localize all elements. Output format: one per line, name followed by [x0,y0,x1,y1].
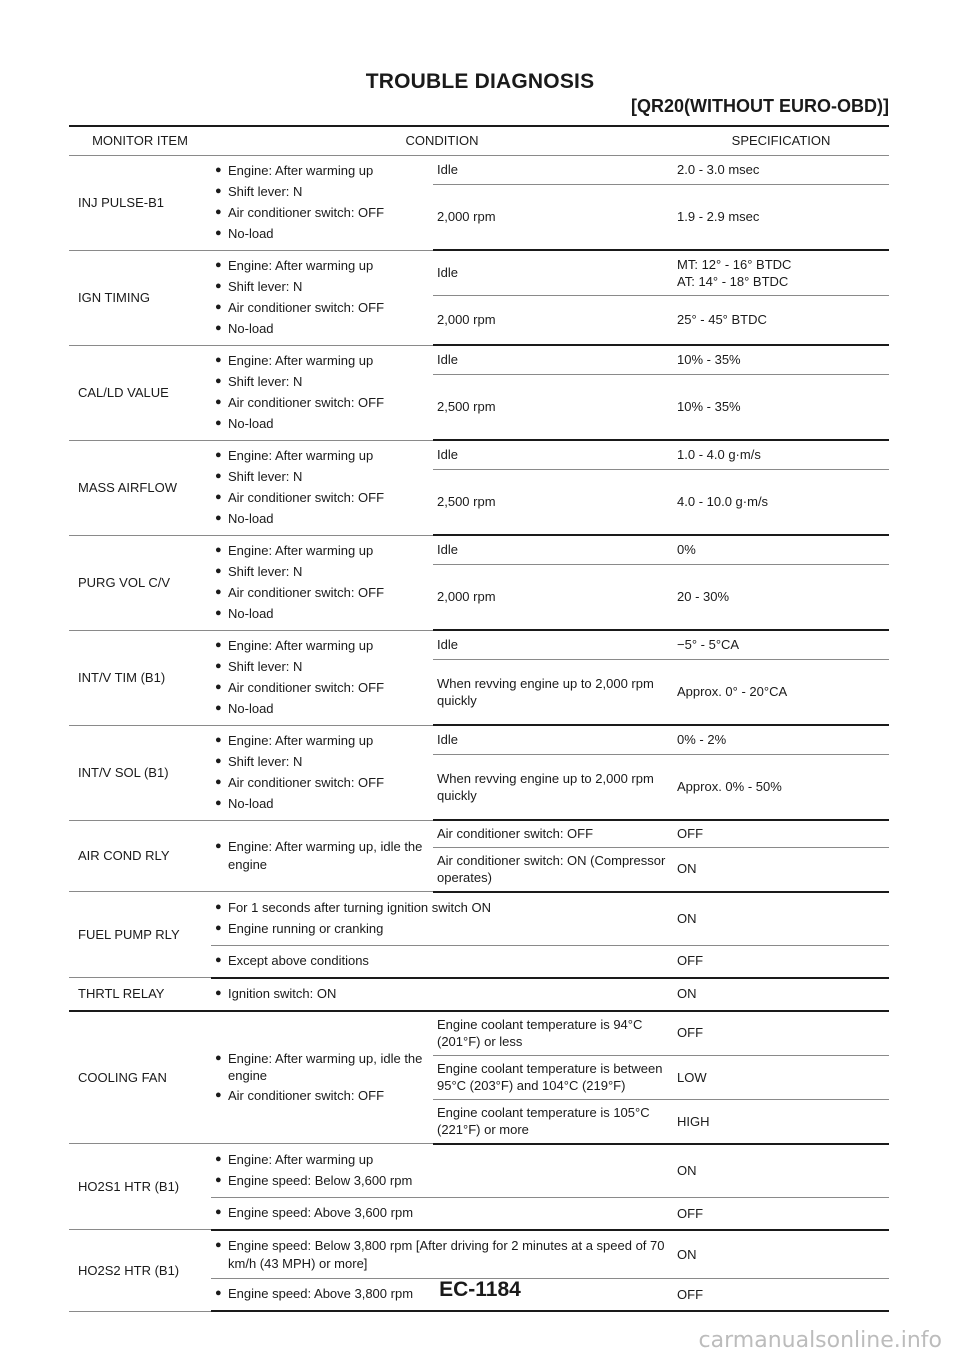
list-item: ● No-load [215,605,274,621]
monitor-item-cell: CAL/LD VALUE [69,345,211,440]
bullet-icon: ● [215,585,222,598]
condition-list-cell [211,820,433,892]
specification-cell: OFF [673,945,889,978]
bullet-icon: ● [215,606,222,619]
specification-cell: OFF [673,1011,889,1056]
page-number: EC-1184 [439,1278,521,1301]
bullet-icon: ● [215,921,222,934]
list-item: ● Shift lever: N [215,373,303,389]
sub-condition-cell: 2,500 rpm [433,375,673,441]
specification-cell: Approx. 0° - 20°CA [673,660,889,726]
monitor-item-cell: HO2S2 HTR (B1) [69,1230,211,1311]
table-row [69,630,889,660]
specification-cell: HIGH [673,1099,889,1144]
monitor-item-cell: FUEL PUMP RLY [69,892,211,978]
bullet-icon: ● [215,543,222,556]
list-item: ● Engine: After warming up [215,542,374,558]
bullet-icon: ● [215,511,222,524]
specification-cell: 1.0 - 4.0 g·m/s [673,440,889,470]
list-item: ● Engine speed: Below 3,600 rpm [215,1172,413,1188]
list-item: ● Shift lever: N [215,278,303,294]
list-item: ● Engine speed: Below 3,800 rpm [After driving for 2 minutes at a speed of 70 km/h (43 MPH) or more] [215,1237,665,1271]
bullet-icon: ● [215,733,222,746]
list-item: ● No-load [215,320,274,336]
bullet-icon: ● [215,900,222,913]
condition-list-cell [211,1230,673,1279]
specification-cell: 1.9 - 2.9 msec [673,185,889,251]
bullet-icon: ● [215,416,222,429]
table-row [69,820,889,847]
list-item: ● Engine: After warming up [215,447,374,463]
specification-cell: ON [673,892,889,946]
monitor-item-cell: IGN TIMING [69,250,211,345]
monitor-item-cell: INJ PULSE-B1 [69,155,211,250]
bullet-icon: ● [215,1173,222,1186]
condition-list-cell [211,1011,433,1144]
bullet-icon: ● [215,754,222,767]
bullet-icon: ● [215,564,222,577]
specification-cell: OFF [673,1279,889,1312]
condition-list-cell [211,945,673,978]
list-item: ● Air conditioner switch: OFF [215,204,385,220]
monitor-item-cell: PURG VOL C/V [69,535,211,630]
bullet-icon: ● [215,775,222,788]
list-item: ● Shift lever: N [215,658,303,674]
page-title: TROUBLE DIAGNOSIS [365,70,595,93]
specification-cell: 20 - 30% [673,565,889,631]
watermark: carmanualsonline.info [698,1328,942,1353]
condition-list-cell [211,155,433,250]
list-item: ● Engine speed: Above 3,600 rpm [215,1204,414,1220]
list-item: ● Engine: After warming up, idle the engine [215,839,423,872]
bullet-icon: ● [215,1051,222,1064]
bullet-icon: ● [215,321,222,334]
bullet-icon: ● [215,395,222,408]
list-item: ● Air conditioner switch: OFF [215,679,385,695]
bullet-icon: ● [215,184,222,197]
table-header-row [69,126,889,155]
list-item: ● Engine speed: Above 3,800 rpm [215,1286,414,1302]
list-item: ● Engine: After warming up [215,352,374,368]
bullet-icon: ● [215,796,222,809]
condition-list-cell [211,978,673,1011]
sub-condition-cell: When revving engine up to 2,000 rpm quickly [433,660,673,726]
sub-condition-cell: Air conditioner switch: OFF [433,820,673,847]
sub-condition-cell: Idle [433,155,673,185]
condition-list-cell [211,1144,673,1198]
list-item: ● Air conditioner switch: OFF [215,299,385,315]
sub-condition-cell: Engine coolant temperature is between 95°C (203°F) and 104°C (219°F) [433,1055,673,1099]
monitor-item-cell: MASS AIRFLOW [69,440,211,535]
list-item: ● Shift lever: N [215,563,303,579]
specification-cell: 2.0 - 3.0 msec [673,155,889,185]
specification-cell: LOW [673,1055,889,1099]
table-row [69,535,889,565]
bullet-icon: ● [215,448,222,461]
bullet-icon: ● [215,1152,222,1165]
list-item: ● Engine: After warming up [215,162,374,178]
list-item: ● For 1 seconds after turning ignition switch ON [215,899,492,915]
sub-condition-cell: Air conditioner switch: ON (Compressor operates) [433,847,673,892]
specification-cell: MT: 12° - 16° BTDC AT: 14° - 18° BTDC [673,250,889,296]
sub-condition-cell: Idle [433,440,673,470]
sub-condition-cell: Idle [433,630,673,660]
list-item: ● Except above conditions [215,952,369,968]
condition-list-cell [211,892,673,946]
monitor-item-cell: AIR COND RLY [69,820,211,892]
condition-list-cell [211,1197,673,1230]
specification-cell: 10% - 35% [673,345,889,375]
list-item: ● Ignition switch: ON [215,985,337,1001]
bullet-icon: ● [215,701,222,714]
specification-cell: 0% [673,535,889,565]
bullet-icon: ● [215,300,222,313]
list-item: ● Air conditioner switch: OFF [215,1087,385,1103]
list-item: ● No-load [215,795,274,811]
table-row [69,440,889,470]
specification-cell: −5° - 5°CA [673,630,889,660]
bullet-icon: ● [215,1088,222,1101]
specification-cell: 25° - 45° BTDC [673,296,889,346]
specification-cell: 0% - 2% [673,725,889,755]
list-item: ● No-load [215,510,274,526]
bullet-icon: ● [215,258,222,271]
column-header-condition: CONDITION [211,126,673,155]
bullet-icon: ● [215,986,222,999]
table-row [69,1144,889,1198]
bullet-icon: ● [215,659,222,672]
list-item: ● Engine: After warming up [215,732,374,748]
list-item: ● Air conditioner switch: OFF [215,774,385,790]
monitor-item-cell: INT/V SOL (B1) [69,725,211,820]
condition-list-cell [211,725,433,820]
sub-condition-cell: Engine coolant temperature is 94°C (201°F) or less [433,1011,673,1056]
list-item: ● No-load [215,225,274,241]
list-item: ● Air conditioner switch: OFF [215,584,385,600]
sub-condition-cell: Idle [433,250,673,296]
specification-cell: 10% - 35% [673,375,889,441]
table-row [69,1011,889,1056]
bullet-icon: ● [215,953,222,966]
specification-cell: ON [673,1230,889,1279]
condition-list-cell [211,440,433,535]
monitor-item-cell: INT/V TIM (B1) [69,630,211,725]
monitor-item-cell: HO2S1 HTR (B1) [69,1144,211,1230]
sub-condition-cell: 2,000 rpm [433,296,673,346]
table-row [69,892,889,946]
bullet-icon: ● [215,279,222,292]
specification-cell: OFF [673,1197,889,1230]
list-item: ● Engine: After warming up [215,1151,374,1167]
condition-list-cell [211,630,433,725]
list-item: ● Air conditioner switch: OFF [215,394,385,410]
condition-list-cell [211,250,433,345]
bullet-icon: ● [215,1287,222,1300]
list-item: ● Engine running or cranking [215,920,384,936]
list-item: ● Engine: After warming up [215,637,374,653]
table-row [69,978,889,1011]
list-item: ● Shift lever: N [215,183,303,199]
column-header-specification: SPECIFICATION [673,126,889,155]
bullet-icon: ● [215,469,222,482]
sub-condition-cell: Engine coolant temperature is 105°C (221°F) or more [433,1099,673,1144]
specification-cell: ON [673,1144,889,1198]
list-item: ● Engine: After warming up, idle the engine [215,1050,423,1084]
condition-list-cell [211,535,433,630]
monitor-item-cell: THRTL RELAY [69,978,211,1011]
sub-condition-cell: 2,000 rpm [433,565,673,631]
page-subtitle: [QR20(WITHOUT EURO-OBD)] [631,96,889,116]
list-item: ● No-load [215,700,274,716]
specification-cell: Approx. 0% - 50% [673,755,889,821]
table-row [69,345,889,375]
bullet-icon: ● [215,638,222,651]
condition-list-cell [211,345,433,440]
list-item: ● Shift lever: N [215,753,303,769]
monitor-item-table [69,125,889,1312]
bullet-icon: ● [215,1238,222,1251]
sub-condition-cell: 2,000 rpm [433,185,673,251]
table-row [69,725,889,755]
list-item: ● Shift lever: N [215,468,303,484]
sub-condition-cell: Idle [433,345,673,375]
bullet-icon: ● [215,353,222,366]
list-item: ● Air conditioner switch: OFF [215,489,385,505]
column-header-monitor-item: MONITOR ITEM [69,126,211,155]
list-item: ● Engine: After warming up [215,257,374,273]
list-item: ● No-load [215,415,274,431]
specification-cell: ON [673,978,889,1011]
bullet-icon: ● [215,374,222,387]
bullet-icon: ● [215,226,222,239]
specification-cell: ON [673,847,889,892]
specification-cell: OFF [673,820,889,847]
bullet-icon: ● [215,490,222,503]
sub-condition-cell: When revving engine up to 2,000 rpm quickly [433,755,673,821]
table-row [69,1230,889,1279]
bullet-icon: ● [215,163,222,176]
sub-condition-cell: Idle [433,725,673,755]
bullet-icon: ● [215,1205,222,1218]
bullet-icon: ● [215,680,222,693]
table-row [69,155,889,185]
sub-condition-cell: 2,500 rpm [433,470,673,536]
bullet-icon: ● [215,205,222,218]
bullet-icon: ● [215,840,222,853]
specification-cell: 4.0 - 10.0 g·m/s [673,470,889,536]
monitor-item-cell: COOLING FAN [69,1011,211,1144]
table-row [69,250,889,296]
sub-condition-cell: Idle [433,535,673,565]
